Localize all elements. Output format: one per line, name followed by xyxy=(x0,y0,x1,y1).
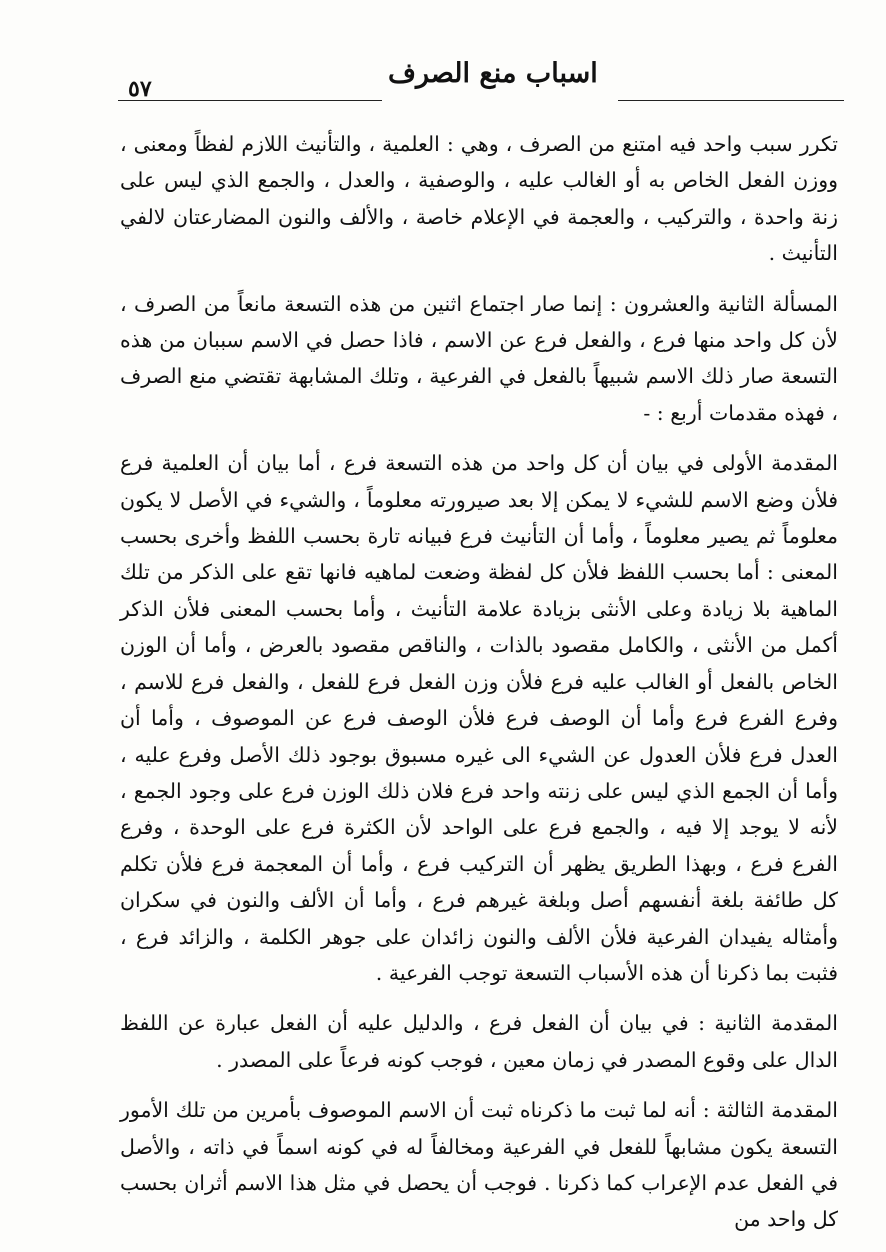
page-header xyxy=(118,58,844,108)
running-title: اسباب منع الصرف xyxy=(388,58,598,89)
paragraph-muqaddima-3: المقدمة الثالثة : أنه لما ثبت ما ذكرناه ثبت أن الاسم الموصوف بأمرين من تلك الأمور التسعة يكون مشابهاً للفعل في الفرعية ومخالفاً له في كونه اسماً في ذاته ، والأصل في الفعل عدم الإعراب كما ذكرنا . فوجب أن يحصل في مثل هذا الاسم أثران بحسب كل واحد من xyxy=(120,1098,838,1232)
header-rule-right xyxy=(618,100,844,101)
header-rule-left xyxy=(118,100,382,101)
page-number: ٥٧ xyxy=(128,76,152,102)
paragraph-muqaddima-2: المقدمة الثانية : في بيان أن الفعل فرع ، والدليل عليه أن الفعل عبارة عن اللفظ الدال على وقوع المصدر في زمان معين ، فوجب كونه فرعاً على المصدر . xyxy=(120,1011,838,1072)
paragraph-muqaddima-1: المقدمة الأولى في بيان أن كل واحد من هذه التسعة فرع ، أما بيان أن العلمية فرع فلأن وضع الاسم للشيء لا يمكن إلا بعد صيرورته معلوماً ، والشيء في الأصل لا يكون معلوماً ثم يصير معلوماً ، وأما أن التأنيث فرع فبيانه تارة بحسب اللفظ وأخرى بحسب المعنى : أما بحسب اللفظ فلأن كل لفظة وضعت لماهيه فانها تقع على الذكر من تلك الماهية بلا زيادة وعلى الأنثى بزيادة علامة التأنيث ، وأما بحسب المعنى فلأن الذكر أكمل من الأنثى ، والكامل مقصود بالذات ، والناقص مقصود بالعرض ، وأما أن الوزن الخاص بالفعل أو الغالب عليه فرع فلأن وزن الفعل فرع للفعل ، والفعل فرع للاسم ، وفرع الفرع فرع وأما أن الوصف فرع فلأن الوصف فرع عن الموصوف ، وأما أن العدل فرع فلأن العدول عن الشيء الى غيره مسبوق بوجود ذلك الأصل وفرع عليه ، وأما أن الجمع الذي ليس على زنته واحد فرع فلان ذلك الوزن فرع على وجود الجمع ، لأنه لا يوجد إلا فيه ، والجمع فرع على الواحد لأن الكثرة فرع على الوحدة ، وفرع الفرع فرع ، وبهذا الطريق يظهر أن التركيب فرع ، وأما أن المعجمة فرع فلأن تكلم كل طائفة بلغة أنفسهم أصل وبلغة غيرهم فرع ، وأما أن الألف والنون في سكران وأمثاله يفيدان الفرعية فلأن الألف والنون زائدان على جوهر الكلمة ، والزائد فرع ، فثبت بما ذكرنا أن هذه الأسباب التسعة توجب الفرعية . xyxy=(120,451,838,985)
body-text xyxy=(120,126,838,1238)
paragraph-masala-22: المسألة الثانية والعشرون : إنما صار اجتماع اثنين من هذه التسعة مانعاً من الصرف ، لأن كل واحد منها فرع ، والفعل فرع عن الاسم ، فاذا حصل في الاسم سببان من هذه التسعة صار ذلك الاسم شبيهاً بالفعل في الفرعية ، وتلك المشابهة تقتضي منع الصرف ، فهذه مقدمات أربع : - xyxy=(120,291,838,425)
paragraph-intro-list: تكرر سبب واحد فيه امتنع من الصرف ، وهي : العلمية ، والتأنيث اللازم لفظاً ومعنى ، ووزن الفعل الخاص به أو الغالب عليه ، والوصفية ، والعدل ، والجمع الذي ليس على زنة واحدة ، والتركيب ، والعجمة في الإعلام خاصة ، والألف والنون المضارعتان لالفي التأنيث . xyxy=(120,132,838,266)
